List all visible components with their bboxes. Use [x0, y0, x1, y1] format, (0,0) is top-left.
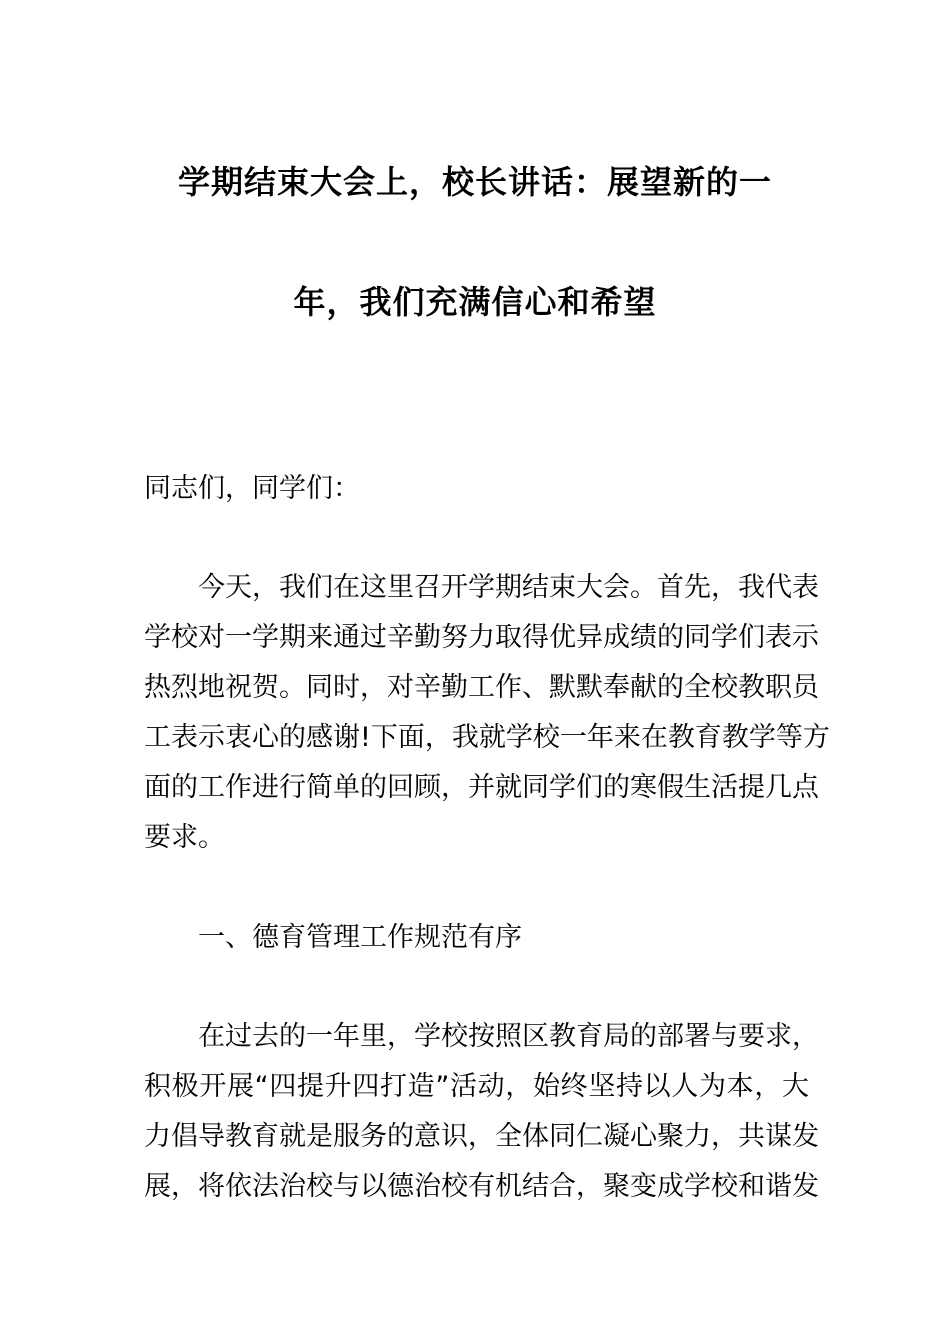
- paragraph-1-line-6: 要求。: [144, 822, 225, 853]
- paragraph-2-line-1: 在过去的一年里，学校按照区教育局的部署与要求，: [198, 1021, 819, 1052]
- paragraph-2-line-4: 展，将依法治校与以德治校有机结合，聚变成学校和谐发: [144, 1171, 819, 1202]
- paragraph-1-line-3: 热烈地祝贺。同时，对辛勤工作、默默奉献的全校教职员: [144, 672, 819, 703]
- paragraph-1-line-2: 学校对一学期来通过辛勤努力取得优异成绩的同学们表示: [144, 622, 819, 653]
- paragraph-1-line-1: 今天，我们在这里召开学期结束大会。首先，我代表: [198, 572, 819, 603]
- document-title-line-2: 年，我们充满信心和希望: [293, 283, 657, 321]
- document-title-line-1: 学期结束大会上，校长讲话：展望新的一: [177, 163, 772, 201]
- paragraph-1-line-4: 工表示衷心的感谢!下面，我就学校一年来在教育教学等方: [144, 722, 830, 753]
- section-1-heading: 一、德育管理工作规范有序: [198, 922, 522, 953]
- paragraph-1-line-5: 面的工作进行简单的回顾，并就同学们的寒假生活提几点: [144, 772, 819, 803]
- greeting: 同志们，同学们：: [144, 473, 360, 504]
- paragraph-2-line-3: 力倡导教育就是服务的意识，全体同仁凝心聚力，共谋发: [144, 1121, 819, 1152]
- paragraph-2-line-2: 积极开展“四提升四打造”活动，始终坚持以人为本，大: [144, 1071, 809, 1102]
